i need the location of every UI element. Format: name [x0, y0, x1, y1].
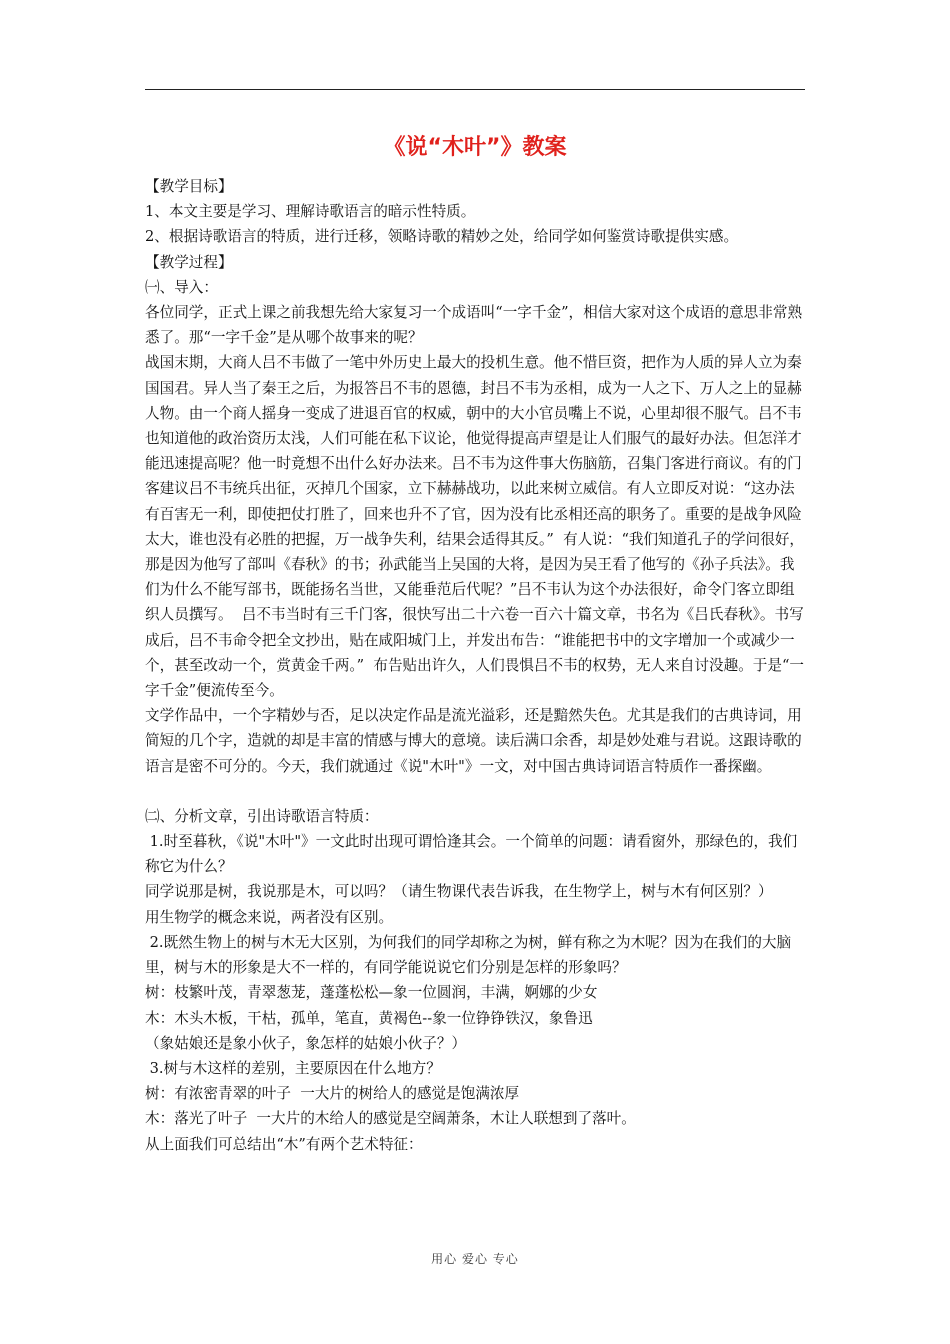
question: 1.时至暮秋，《说"木叶"》一文此时出现可谓恰逢其会。一个简单的问题：请看窗外，那绿色的，我们称它为什么？	[145, 833, 798, 876]
paragraph: 树：有浓密青翠的叶子 一大片的树给人的感觉是饱满浓厚	[145, 1085, 520, 1103]
paragraph: 各位同学，正式上课之前我想先给大家复习一个成语叫“一字千金”，相信大家对这个成语的意思非常熟悉了。那“一字千金”是从哪个故事来的呢？	[145, 304, 803, 347]
paragraph: （象姑娘还是象小伙子，象怎样的姑娘小伙子？）	[145, 1034, 467, 1052]
paragraph: 文学作品中，一个字精妙与否，足以决定作品是流光溢彩，还是黯然失色。尤其是我们的古典诗词，用简短的几个字，造就的却是丰富的情感与博大的意境。读后满口余香，却是妙处难与君说。这跟诗歌的语言是密不可分的。今天，我们就通过《说"木叶"》一文，对中国古典诗词语言特质作一番探幽。	[145, 707, 802, 775]
paragraph: 从上面我们可总结出“木”有两个艺术特征：	[145, 1135, 423, 1153]
goal-item: 1、本文主要是学习、理解诗歌语言的暗示性特质。	[145, 203, 476, 221]
spacer	[145, 779, 807, 804]
section-heading: ㈠、导入：	[145, 278, 218, 296]
section-heading: ㈡、分析文章，引出诗歌语言特质：	[145, 807, 379, 825]
paragraph: 用生物学的概念来说，两者没有区别。	[145, 908, 394, 926]
paragraph: 战国末期，大商人吕不韦做了一笔中外历史上最大的投机生意。他不惜巨资，把作为人质的异人立为秦国国君。异人当了秦王之后，为报答吕不韦的恩德，封吕不韦为丞相，成为一人之下、万人之上的显赫人物。由一个商人摇身一变成了进退百官的权威，朝中的大小官员嘴上不说，心里却很不服气。吕不韦也知道他的政治资历太浅，人们可能在私下议论，他觉得提高声望是让人们服气的最好办法。但怎洋才能迅速提高呢？他一时竟想不出什么好办法来。吕不韦为这件事大伤脑筋，召集门客进行商议。有的门客建议吕不韦统兵出征，灭掉几个国家，立下赫赫战功，以此来树立威信。有人立即反对说：“这办法有百害无一利，即使把仗打胜了，回来也升不了官，因为没有比丞相还高的职务了。重要的是战争风险太大，谁也没有必胜的把握，万一战争失利，结果会适得其反。” 有人说：“我们知道孔子的学问很好，那是因为他写了部叫《春秋》的书；孙武能当上吴国的大将，是因为吴王看了他写的《孙子兵法》。我们为什么不能写部书，既能扬名当世，又能垂范后代呢？”吕不韦认为这个办法很好，命令门客立即组织人员撰写。 吕不韦当时有三千门客，很快写出二十六卷一百六十篇文章，书名为《吕氏春秋》。书写成后，吕不韦命令把全文抄出，贴在咸阳城门上，并发出布告：“谁能把书中的文字增加一个或减少一个，甚至改动一个，赏黄金千两。” 布告贴出许久，人们畏惧吕不韦的权势，无人来自讨没趣。于是“一字千金”便流传至今。	[145, 354, 805, 700]
document-title: 《说“木叶”》教案	[383, 135, 567, 160]
goals-heading: 【教学目标】	[145, 178, 233, 195]
page-footer: 用心 爱心 专心	[431, 1252, 519, 1266]
question: 2.既然生物上的树与木无大区别，为何我们的同学却称之为树，鲜有称之为木呢？因为在我们的大脑里，树与木的形象是大不一样的，有同学能说说它们分别是怎样的形象吗？	[145, 933, 792, 977]
header-rule	[145, 89, 805, 90]
paragraph: 木：木头木板，干枯，孤单，笔直，黄褐色--象一位铮铮铁汉，象鲁迅	[145, 1009, 593, 1027]
process-heading: 【教学过程】	[145, 253, 233, 271]
document-body	[145, 174, 807, 1157]
paragraph: 树：枝繁叶茂，青翠葱茏，蓬蓬松松—象一位圆润，丰满，婀娜的少女	[145, 984, 598, 1002]
goal-item: 2、根据诗歌语言的特质，进行迁移，领略诗歌的精妙之处，给同学如何鉴赏诗歌提供实感。	[145, 228, 739, 246]
paragraph: 同学说那是树，我说那是木，可以吗？（请生物课代表告诉我，在生物学上，树与木有何区别？）	[145, 883, 773, 901]
question: 3.树与木这样的差别，主要原因在什么地方？	[145, 1059, 441, 1077]
paragraph: 木：落光了叶子 一大片的木给人的感觉是空阔萧条，木让人联想到了落叶。	[145, 1110, 636, 1128]
